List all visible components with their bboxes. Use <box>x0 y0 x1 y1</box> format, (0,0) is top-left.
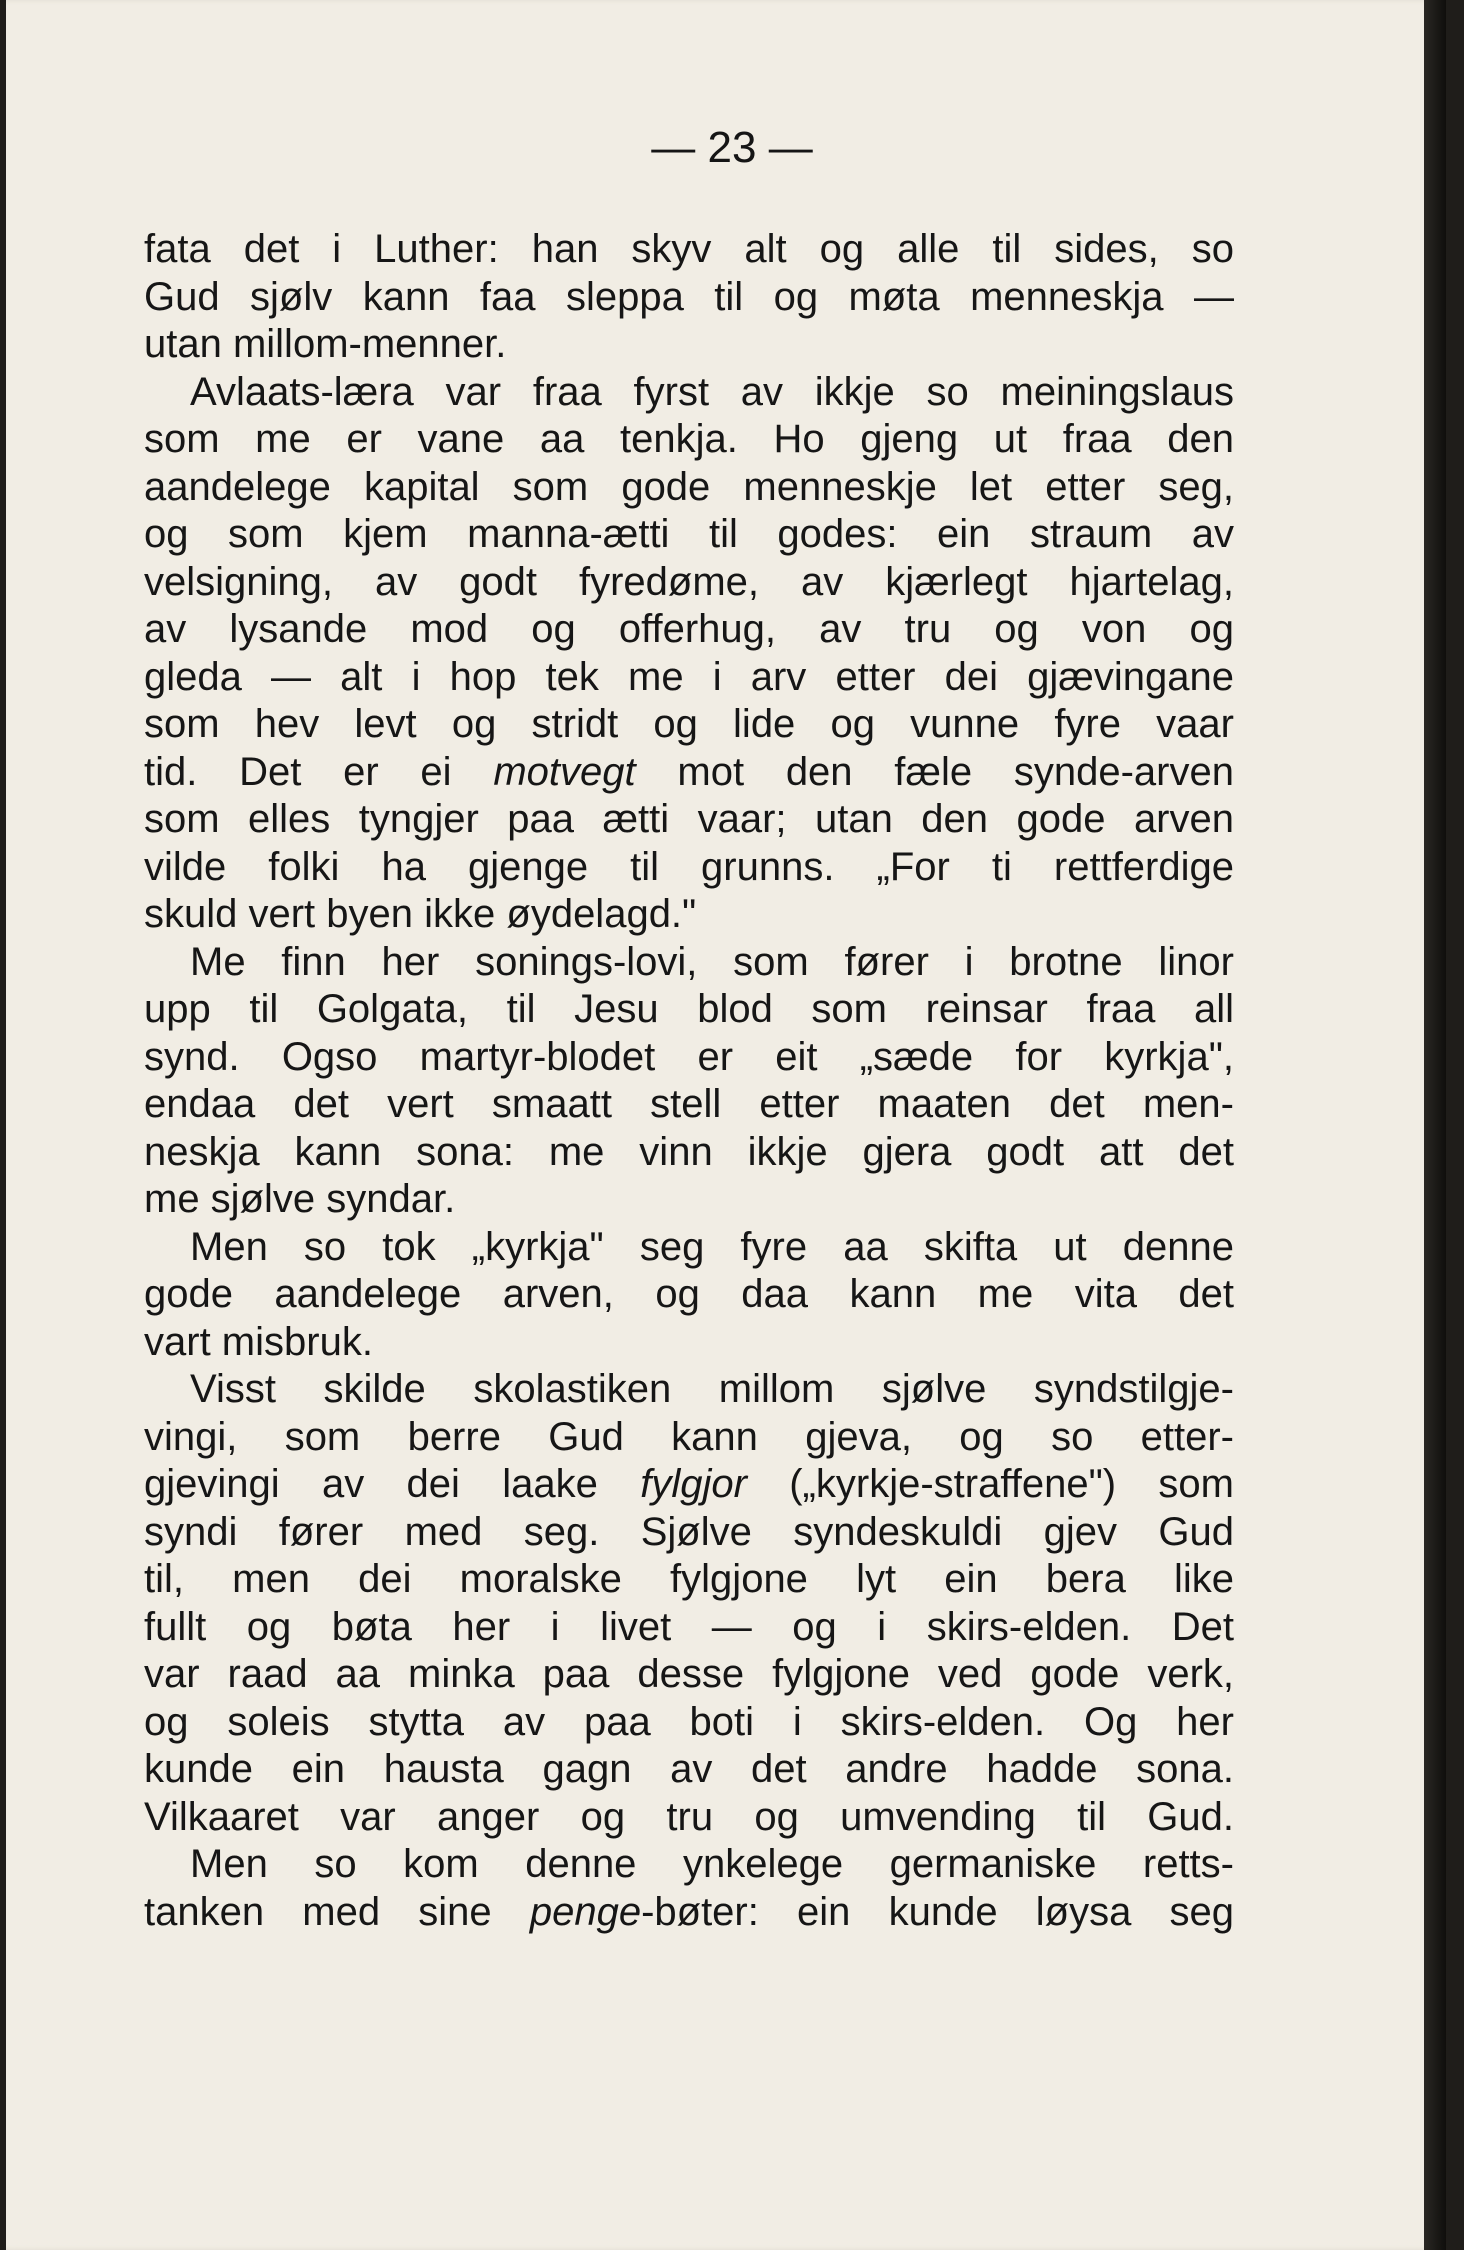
text-line: Visst skilde skolastiken millom sjølve syndstilgje- <box>190 1367 1234 1411</box>
text-line: endaa det vert smaatt stell etter maaten det men- <box>144 1082 1234 1126</box>
text-line: og soleis stytta av paa boti i skirs-elden. Og her <box>144 1699 1234 1744</box>
text-line: gode aandelege arven, og daa kann me vita det <box>144 1272 1234 1316</box>
text-line: synd. Ogso martyr-blodet er eit „sæde for kyrkja", <box>144 1034 1234 1079</box>
text-line: til, men dei moralske fylgjone lyt ein bera like <box>144 1557 1234 1601</box>
text-line: gleda — alt i hop tek me i arv etter dei gjævingane <box>144 654 1234 699</box>
body-text <box>144 226 1234 1936</box>
text-line: Avlaats-læra var fraa fyrst av ikkje so meiningslaus <box>190 369 1234 414</box>
text-line: Men so kom denne ynkelege germaniske retts- <box>190 1842 1234 1886</box>
text-line: syndi fører med seg. Sjølve syndeskuldi gjev Gud <box>144 1509 1234 1554</box>
text-line: Me finn her sonings-lovi, som fører i brotne linor <box>190 939 1234 984</box>
text-line: upp til Golgata, til Jesu blod som reinsar fraa all <box>144 987 1234 1031</box>
text-line: som hev levt og stridt og lide og vunne fyre vaar <box>144 702 1234 746</box>
text-line: Gud sjølv kann faa sleppa til og møta menneskja — <box>144 274 1234 319</box>
text-line: vart misbruk. <box>144 1319 373 1364</box>
text-line: som me er vane aa tenkja. Ho gjeng ut fraa den <box>144 417 1234 461</box>
text-line: skuld vert byen ikke øydelagd." <box>144 892 697 936</box>
italic-word: fylgjor <box>640 1462 747 1506</box>
text-line: kunde ein hausta gagn av det andre hadde sona. <box>144 1747 1234 1791</box>
text-line: Vilkaaret var anger og tru og umvending til Gud. <box>144 1794 1234 1839</box>
text-line: av lysande mod og offerhug, av tru og von og <box>144 607 1234 651</box>
text-line: fullt og bøta her i livet — og i skirs-elden. Det <box>144 1604 1234 1649</box>
page-edge <box>1424 0 1446 2250</box>
text-line: vilde folki ha gjenge til grunns. „For ti rettferdige <box>144 844 1234 889</box>
text-line: tid. Det er ei motvegt mot den fæle synde-arven <box>144 749 1234 794</box>
text-line: tanken med sine penge-bøter: ein kunde løysa seg <box>144 1889 1234 1934</box>
text-line: neskja kann sona: me vinn ikkje gjera godt att det <box>144 1129 1234 1174</box>
text-line: som elles tyngjer paa ætti vaar; utan den gode arven <box>144 797 1234 841</box>
page-number: — 23 — <box>651 123 813 172</box>
text-line: var raad aa minka paa desse fylgjone ved gode verk, <box>144 1652 1234 1696</box>
text-line: Men so tok „kyrkja" seg fyre aa skifta ut denne <box>190 1224 1234 1269</box>
italic-word: penge <box>529 1889 642 1934</box>
text-line: vingi, som berre Gud kann gjeva, og so etter- <box>144 1414 1234 1459</box>
text-line: og som kjem manna-ætti til godes: ein straum av <box>144 512 1234 556</box>
text-line: aandelege kapital som gode menneskje let etter seg, <box>144 464 1234 509</box>
text-line: utan millom-menner. <box>144 322 507 366</box>
text-line: velsigning, av godt fyredøme, av kjærlegt hjartelag, <box>144 559 1234 604</box>
text-line: fata det i Luther: han skyv alt og alle til sides, so <box>144 227 1234 271</box>
text-line: gjevingi av dei laake fylgjor („kyrkje-straffene") som <box>144 1462 1234 1506</box>
italic-word: motvegt <box>493 749 636 794</box>
text-line: me sjølve syndar. <box>144 1177 456 1221</box>
